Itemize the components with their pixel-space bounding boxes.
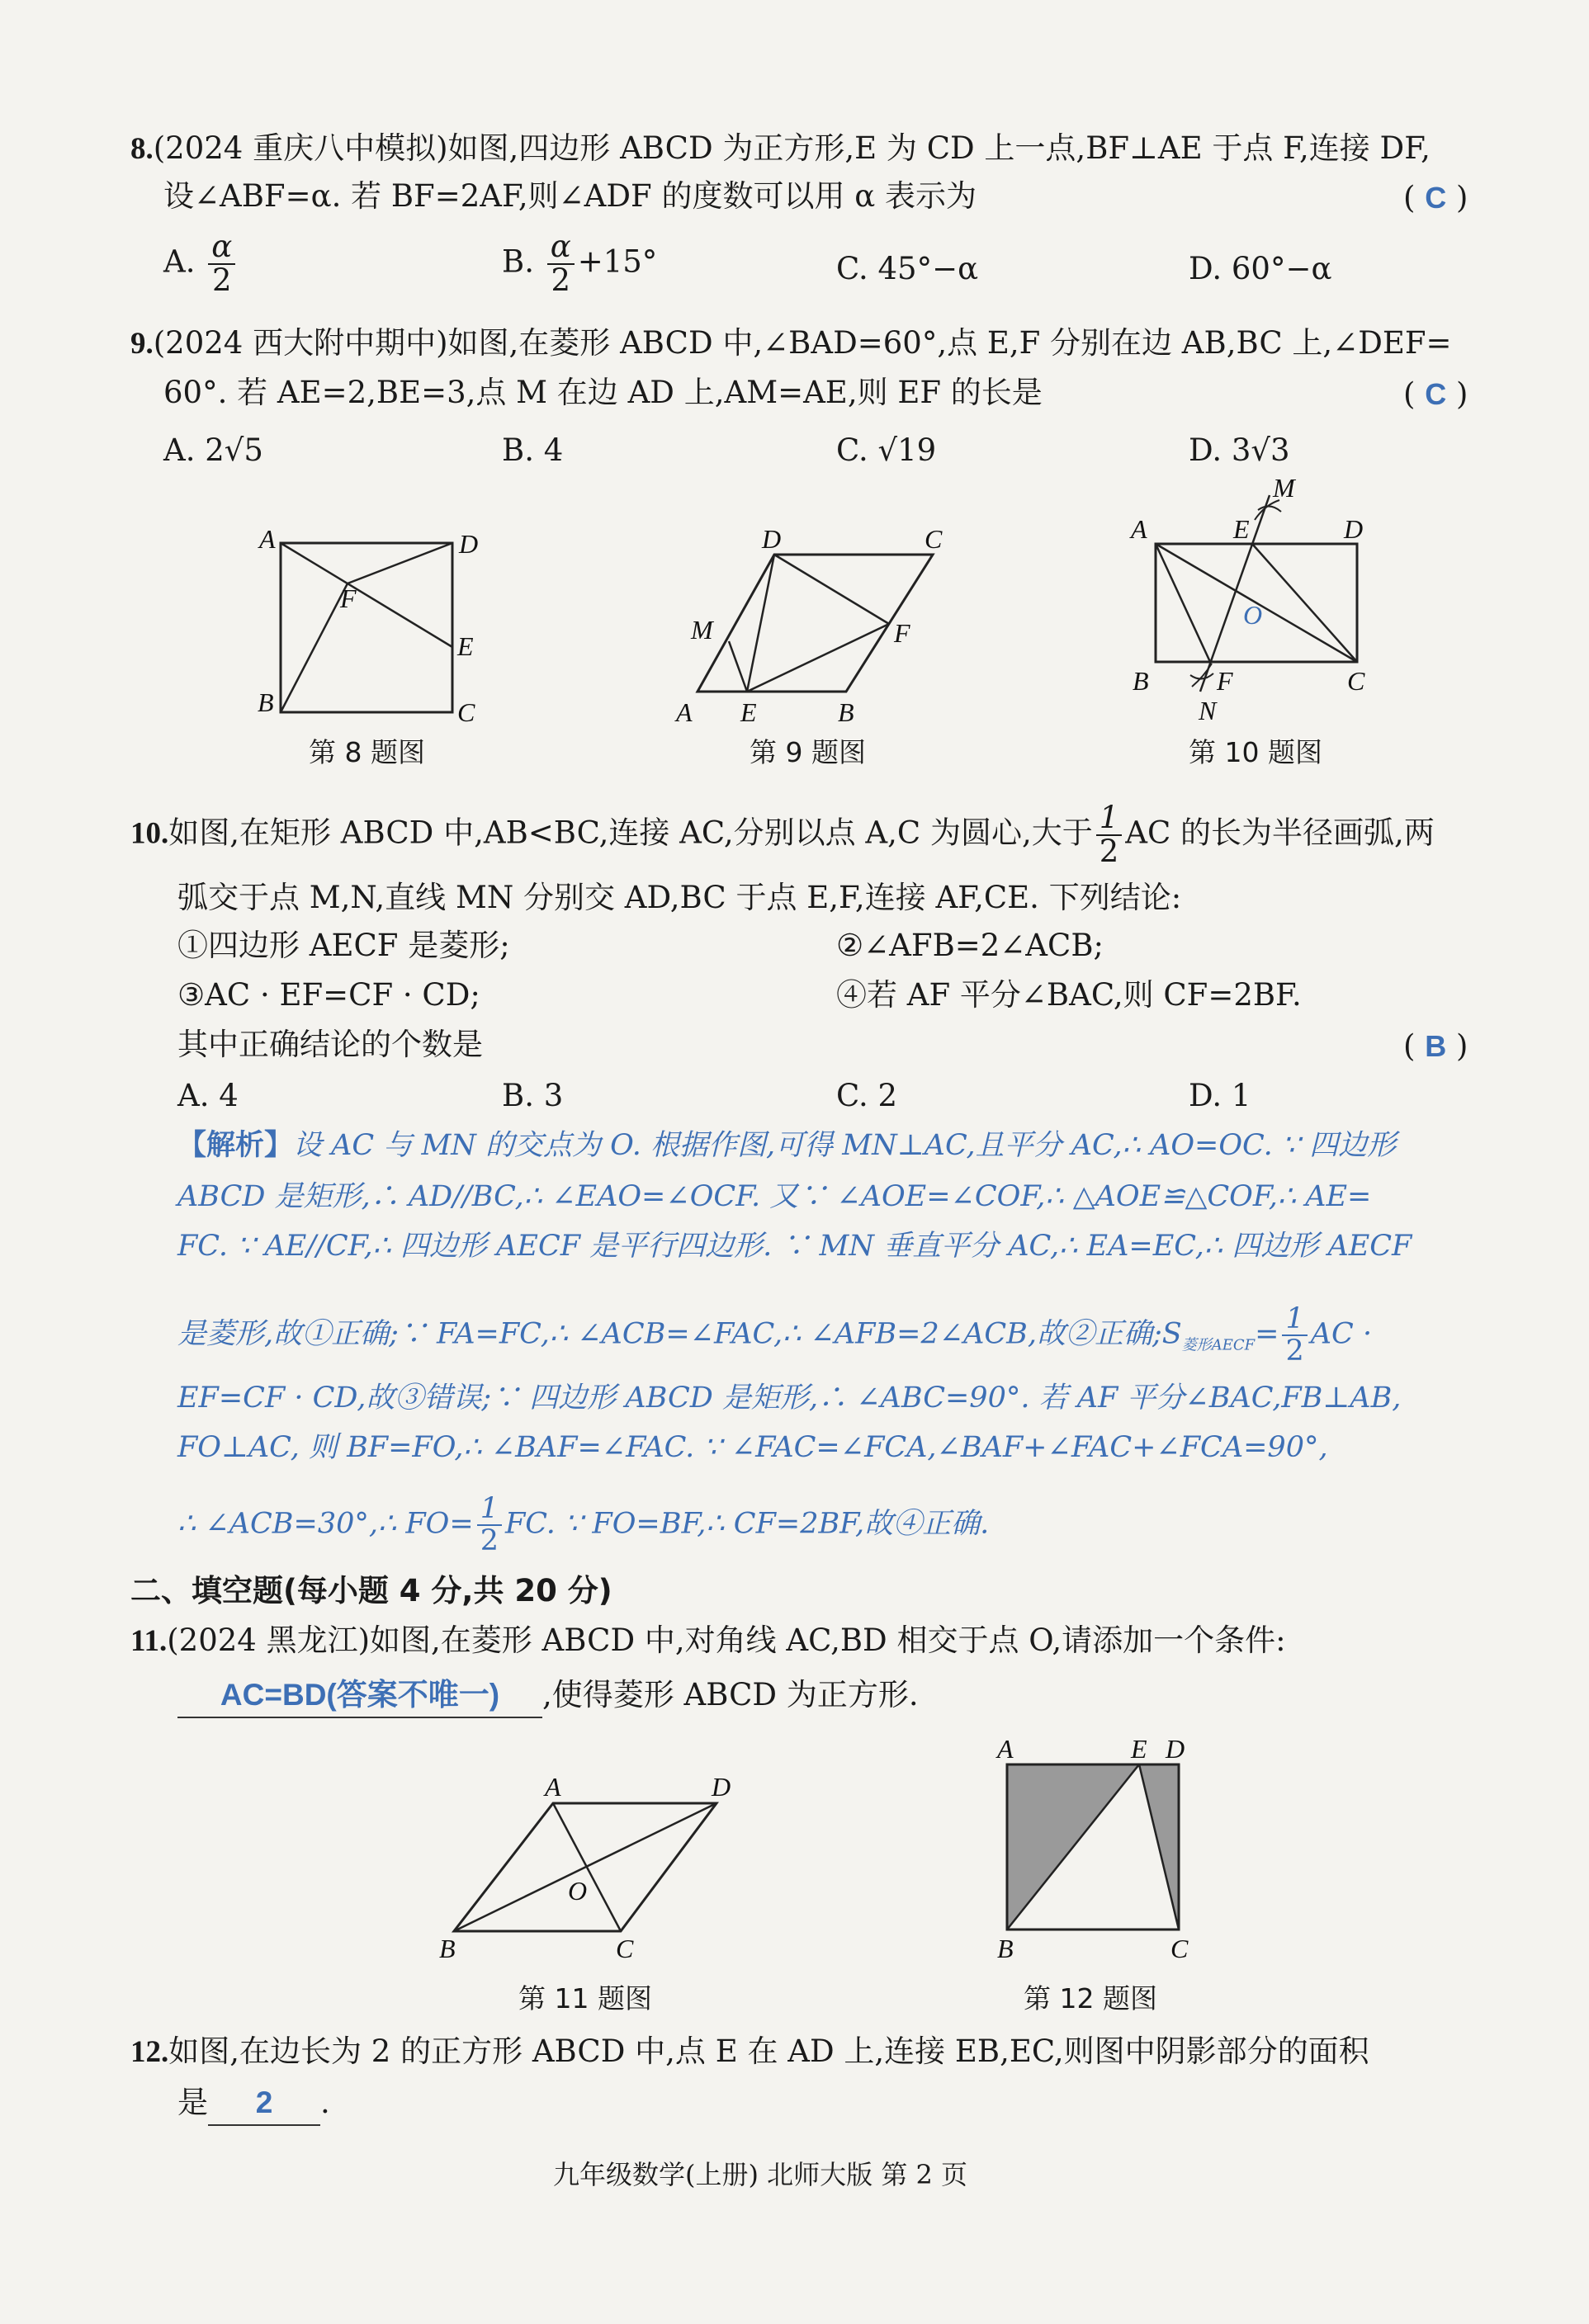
q10-fraction: $\frac{1}{2}$	[1096, 802, 1123, 868]
q10-line1: 10.如图,在矩形 ABCD 中,AB<BC,连接 AC,分别以点 A,C 为圆心,大于 $\frac{1}{2}$ AC 的长为半径画弧,两	[130, 800, 1435, 869]
q10-conclusion-2: ②∠AFB=2∠ACB;	[836, 928, 1104, 963]
fig9-label-f: F	[894, 618, 910, 648]
q12-line2: 是 2 .	[177, 2081, 330, 2126]
q12-line1: 12.如图,在边长为 2 的正方形 ABCD 中,点 E 在 AD 上,连接 EB,EC,则图中阴影部分的面积	[130, 2034, 1369, 2069]
figure-11	[429, 1766, 759, 1964]
q8-option-a: A. $\frac{\alpha}{2}$	[163, 231, 239, 297]
solution-line6: FO⊥AC, 则 BF=FO,∴ ∠BAF=∠FAC. ∵ ∠FAC=∠FCA,∠BAF+∠FAC+∠FCA=90°,	[177, 1431, 1328, 1464]
fig11-label-a: A	[545, 1772, 561, 1802]
q11-number: 11.	[130, 1624, 168, 1658]
solution-line3: FC. ∵ AE//CF,∴ 四边形 AECF 是平行四边形. ∵ MN 垂直平分 AC,∴ EA=EC,∴ 四边形 AECF	[177, 1230, 1412, 1263]
figure-9	[673, 520, 970, 735]
fig10-caption: 第 10 题图	[1189, 736, 1322, 768]
q9-line2: 60°. 若 AE=2,BE=3,点 M 在边 AD 上,AM=AE,则 EF 的长是	[163, 375, 1043, 410]
q10-option-a: A. 4	[177, 1078, 239, 1113]
q9-answer: ( C )	[1403, 376, 1468, 412]
fig12-label-c: C	[1170, 1934, 1189, 1963]
fig10-arc-n2	[1192, 664, 1212, 687]
q9-option-a: A. 2√5	[163, 432, 263, 468]
section-2-title: 二、填空题(每小题 4 分,共 20 分)	[130, 1573, 612, 1608]
fig9-line-df	[774, 555, 889, 624]
q10-conclusion-4: ④若 AF 平分∠BAC,则 CF=2BF.	[836, 977, 1302, 1013]
q11-answer-blank: AC=BD(答案不唯一)	[177, 1674, 542, 1718]
solution-line1: 【解析】设 AC 与 MN 的交点为 O. 根据作图,可得 MN⊥AC,且平分 AC,∴ AO=OC. ∵ 四边形	[177, 1128, 1397, 1162]
fig10-line-af	[1156, 544, 1210, 662]
q8-number: 8.	[130, 132, 154, 166]
fig11-label-c: C	[616, 1934, 634, 1963]
fig12-caption: 第 12 题图	[1024, 1982, 1157, 2015]
fig10-label-o: O	[1243, 600, 1263, 630]
q12-number: 12.	[130, 2035, 169, 2069]
fig12-label-d: D	[1166, 1734, 1185, 1764]
q8-line2: 设∠ABF=α. 若 BF=2AF,则∠ADF 的度数可以用 α 表示为	[163, 178, 977, 214]
q10-option-c: C. 2	[836, 1078, 898, 1113]
fig8-label-c: C	[457, 697, 475, 727]
solution-line4: 是菱形,故①正确;∵ FA=FC,∴ ∠ACB=∠FAC,∴ ∠AFB=2∠ACB,故②正确$;S_{菱形AECF}=$ $\frac{1}{2}$ AC ·	[177, 1302, 1373, 1367]
fig8-label-b: B	[258, 687, 274, 717]
solution-line7: ∴ ∠ACB=30°,∴ FO= $\frac{1}{2}$ FC. ∵ FO=BF,∴ CF=2BF,故④正确.	[177, 1492, 990, 1557]
fig11-caption: 第 11 题图	[518, 1982, 652, 2015]
q10-line2: 弧交于点 M,N,直线 MN 分别交 AD,BC 于点 E,F,连接 AF,CE. 下列结论:	[177, 880, 1182, 915]
fig10-label-c: C	[1347, 666, 1365, 696]
figure-8	[248, 520, 495, 735]
figure-10	[1123, 479, 1387, 735]
fig11-label-o: O	[568, 1876, 588, 1906]
fig12-label-e: E	[1131, 1734, 1147, 1764]
fig8-label-d: D	[459, 529, 479, 559]
fig10-label-d: D	[1344, 514, 1364, 544]
fig9-line-de	[747, 555, 774, 692]
fig12-label-a: A	[997, 1734, 1014, 1764]
fig10-label-b: B	[1133, 666, 1149, 696]
fig9-caption: 第 9 题图	[750, 736, 866, 768]
q8-option-b: B. $\frac{\alpha}{2}$ +15°	[502, 229, 658, 298]
q9-number: 9.	[130, 327, 154, 361]
fig10-line-ce	[1252, 544, 1357, 662]
fig9-label-m: M	[691, 615, 713, 645]
fig11-label-d: D	[712, 1772, 731, 1802]
fig10-label-n: N	[1199, 696, 1217, 725]
fig8-line-bf	[281, 583, 348, 712]
q10-conclusion-1: ①四边形 AECF 是菱形;	[177, 928, 510, 963]
fig9-label-d: D	[762, 524, 782, 554]
solution-tag: 【解析】	[177, 1128, 294, 1162]
fig8-line-df	[348, 543, 452, 583]
q10-ask: 其中正确结论的个数是	[177, 1027, 483, 1062]
fig8-label-e: E	[457, 631, 474, 661]
fig9-label-e: E	[740, 697, 757, 727]
fig11-label-b: B	[439, 1934, 456, 1963]
fig8-line-ae	[281, 543, 452, 647]
q10-option-d: D. 1	[1189, 1078, 1251, 1113]
fig9-label-b: B	[838, 697, 854, 727]
q9-option-b: B. 4	[502, 432, 564, 468]
fig8-label-a: A	[259, 524, 276, 554]
fig9-line-me	[729, 641, 747, 692]
fig12-label-b: B	[997, 1934, 1014, 1963]
q10-number: 10.	[130, 816, 169, 851]
fig8-square	[281, 543, 452, 712]
q8-option-d: D. 60°−α	[1189, 251, 1332, 286]
q8-option-c: C. 45°−α	[836, 251, 979, 286]
q9-line1: 9.(2024 西大附中期中)如图,在菱形 ABCD 中,∠BAD=60°,点 E,F 分别在边 AB,BC 上,∠DEF=	[130, 325, 1452, 361]
page-footer: 九年级数学(上册) 北师大版 第 2 页	[553, 2159, 968, 2190]
q10-option-b: B. 3	[502, 1078, 564, 1113]
q9-option-c: C. √19	[836, 432, 937, 468]
fig10-label-f: F	[1217, 666, 1233, 696]
fig10-label-e: E	[1233, 514, 1250, 544]
fig8-label-f: F	[340, 583, 357, 613]
fig9-label-c: C	[925, 524, 943, 554]
fig10-label-a: A	[1131, 514, 1147, 544]
fig9-label-a: A	[676, 697, 693, 727]
q12-answer-blank: 2	[208, 2081, 320, 2126]
q10-conclusion-3: ③AC · EF=CF · CD;	[177, 977, 480, 1013]
fig8-caption: 第 8 题图	[309, 736, 425, 768]
q10-answer: ( B )	[1403, 1028, 1468, 1064]
q11-line2: AC=BD(答案不唯一) ,使得菱形 ABCD 为正方形.	[177, 1674, 919, 1718]
solution-line5: EF=CF · CD,故③错误;∵ 四边形 ABCD 是矩形,∴ ∠ABC=90°. 若 AF 平分∠BAC,FB⊥AB,	[177, 1382, 1402, 1415]
fig11-diagonal-bd	[454, 1803, 716, 1931]
q8-answer: ( C )	[1403, 180, 1468, 215]
fig10-label-m: M	[1273, 479, 1295, 503]
q9-option-d: D. 3√3	[1189, 432, 1290, 468]
figure-12	[982, 1725, 1230, 1964]
solution-line2: ABCD 是矩形,∴ AD//BC,∴ ∠EAO=∠OCF. 又∵ ∠AOE=∠COF,∴ △AOE≌△COF,∴ AE=	[177, 1180, 1372, 1213]
q11-line1: 11.(2024 黑龙江)如图,在菱形 ABCD 中,对角线 AC,BD 相交于点 O,请添加一个条件:	[130, 1623, 1286, 1658]
q8-line1: 8.(2024 重庆八中模拟)如图,四边形 ABCD 为正方形,E 为 CD 上一点,BF⊥AE 于点 F,连接 DF,	[130, 130, 1431, 166]
